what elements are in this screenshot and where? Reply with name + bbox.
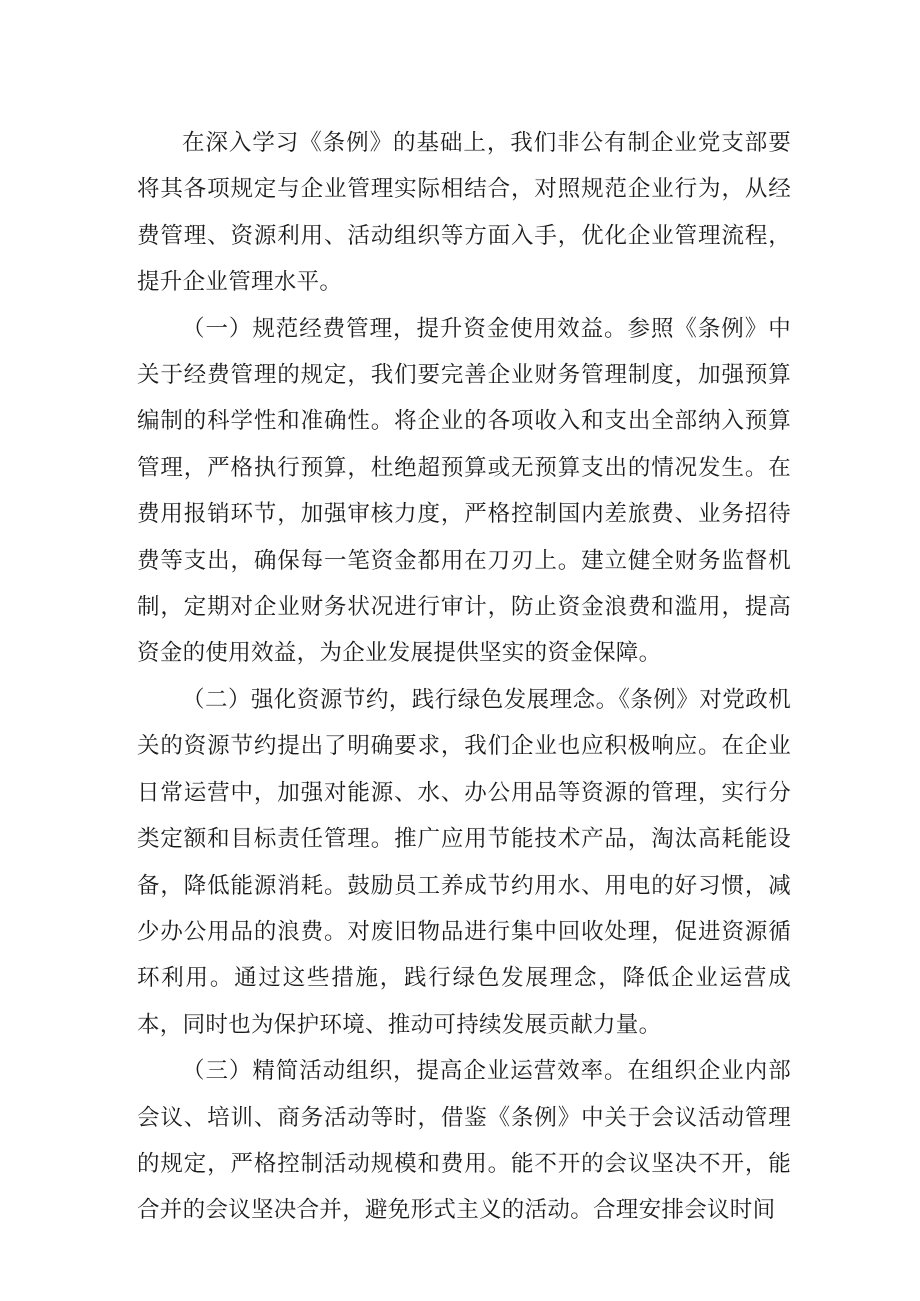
paragraph-section-2: （二）强化资源节约，践行绿色发展理念。《条例》对党政机关的资源节约提出了明确要求，我们企业也应积极响应。在企业日常运营中，加强对能源、水、办公用品等资源的管理，实行分类定额和目标责任管理。推广应用节能技术产品，淘汰高耗能设备，降低能源消耗。鼓励员工养成节约用水、用电的好习惯，减少办公用品的浪费。对废旧物品进行集中回收处理，促进资源循环利用。通过这些措施，践行绿色发展理念，降低企业运营成本，同时也为保护环境、推动可持续发展贡献力量。 [137, 686, 791, 1038]
paragraph-intro: 在深入学习《条例》的基础上，我们非公有制企业党支部要将其各项规定与企业管理实际相结合，对照规范企业行为，从经费管理、资源利用、活动组织等方面入手，优化企业管理流程，提升企业管理水平。 [137, 130, 791, 296]
paragraph-section-1: （一）规范经费管理，提升资金使用效益。参照《条例》中关于经费管理的规定，我们要完善企业财务管理制度，加强预算编制的科学性和准确性。将企业的各项收入和支出全部纳入预算管理，严格执行预算，杜绝超预算或无预算支出的情况发生。在费用报销环节，加强审核力度，严格控制国内差旅费、业务招待费等支出，确保每一笔资金都用在刀刃上。建立健全财务监督机制，定期对企业财务状况进行审计，防止资金浪费和滥用，提高资金的使用效益，为企业发展提供坚实的资金保障。 [137, 315, 791, 667]
document-body [137, 120, 791, 1234]
paragraph-section-3: （三）精简活动组织，提高企业运营效率。在组织企业内部会议、培训、商务活动等时，借鉴《条例》中关于会议活动管理的规定，严格控制活动规模和费用。能不开的会议坚决不开，能合并的会议坚决合并，避免形式主义的活动。合理安排会议时间 [137, 1058, 791, 1224]
